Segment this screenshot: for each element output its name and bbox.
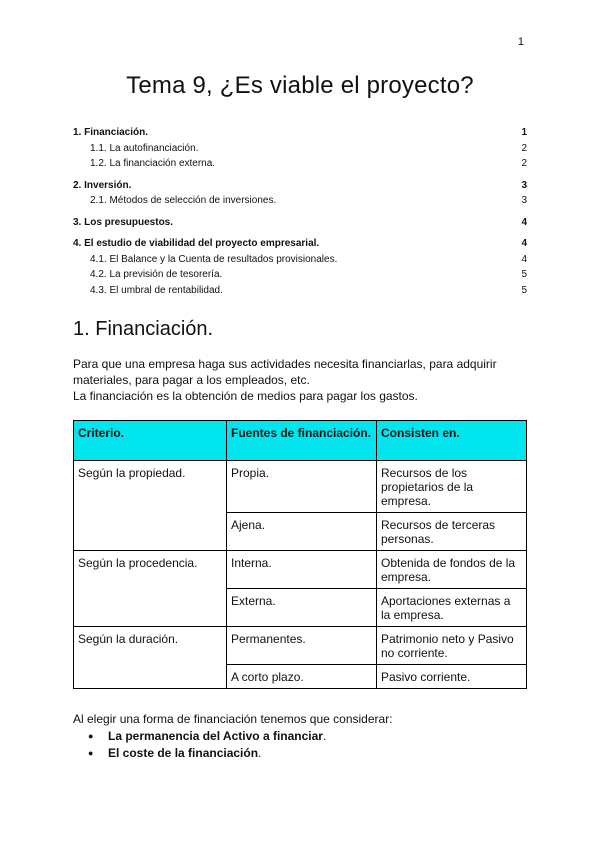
table-row [74, 461, 527, 513]
bullet-text: La permanencia del Activo a financiar [108, 729, 323, 743]
bullet-period: . [258, 746, 262, 760]
closing-block [73, 711, 533, 762]
toc-entry-page: 4 [521, 253, 527, 265]
consiste-cell: Patrimonio neto y Pasivo no corriente. [377, 627, 527, 665]
toc-entry-label: 1. Financiación. [73, 127, 149, 138]
toc-entry[interactable] [73, 158, 527, 174]
table-row [74, 627, 527, 665]
criterio-cell: Según la duración. [74, 627, 227, 689]
fuente-cell: Externa. [227, 589, 377, 627]
consiste-cell: Obtenida de fondos de la empresa. [377, 551, 527, 589]
toc-entry-page: 4 [521, 216, 527, 228]
toc-entry[interactable] [73, 195, 527, 211]
consideration-list [73, 728, 533, 762]
bullet-period: . [322, 729, 327, 743]
header-fuentes: Fuentes de financiación. [227, 421, 377, 461]
criterio-cell: Según la propiedad. [74, 461, 227, 551]
toc-entry-page: 4 [521, 238, 527, 249]
header-criterio: Criterio. [74, 421, 227, 461]
toc-entry-label: 3. Los presupuestos. [73, 216, 174, 228]
list-item [73, 728, 533, 745]
table-header-row [74, 421, 527, 461]
toc-entry-label: 4.2. La previsión de tesorería. [90, 269, 223, 280]
toc-entry[interactable] [73, 285, 527, 301]
toc-entry[interactable] [73, 254, 527, 270]
toc-entry-label: 1.1. La autofinanciación. [90, 142, 199, 154]
toc-entry-label: 2.1. Métodos de selección de inversiones. [90, 195, 277, 206]
consiste-cell: Aportaciones externas a la empresa. [377, 589, 527, 627]
toc-entry-page: 3 [521, 195, 527, 206]
fuente-cell: A corto plazo. [227, 665, 377, 689]
header-consisten: Consisten en. [377, 421, 527, 461]
consiste-cell: Pasivo corriente. [377, 665, 527, 689]
list-item [73, 745, 533, 762]
toc-entry-label: 4.1. El Balance y la Cuenta de resultados provisionales. [90, 253, 338, 265]
consiste-cell: Recursos de terceras personas. [377, 513, 527, 551]
page-number: 1 [517, 36, 524, 48]
toc-entry-page: 3 [521, 179, 527, 191]
toc-entry[interactable] [73, 238, 527, 254]
toc-entry-page: 5 [521, 284, 527, 296]
consiste-cell: Recursos de los propietarios de la empresa. [377, 461, 527, 513]
fuente-cell: Propia. [227, 461, 377, 513]
closing-text: Al elegir una forma de financiación tenemos que considerar: [73, 712, 393, 726]
toc-entry-label: 1.2. La financiación externa. [90, 158, 216, 169]
section-heading: 1. Financiación. [73, 318, 214, 340]
financing-table [73, 420, 527, 689]
toc-entry-page: 2 [521, 158, 527, 169]
fuente-cell: Ajena. [227, 513, 377, 551]
toc-entry-page: 2 [521, 142, 527, 154]
intro-paragraph-1: Para que una empresa haga sus actividades necesita financiarlas, para adquirir materiales, para pagar a los empleados, etc. [73, 357, 497, 387]
toc-entry[interactable] [73, 180, 527, 196]
toc-entry-page: 5 [521, 269, 527, 280]
bullet-text: El coste de la financiación [108, 746, 259, 760]
toc-entry-label: 4. El estudio de viabilidad del proyecto empresarial. [73, 238, 320, 249]
toc-entry-page: 1 [521, 127, 527, 138]
fuente-cell: Interna. [227, 551, 377, 589]
table-row [74, 551, 527, 589]
intro-paragraph-2: La financiación es la obtención de medios para pagar los gastos. [73, 389, 418, 403]
criterio-cell: Según la procedencia. [74, 551, 227, 627]
table-of-contents [73, 127, 527, 300]
document-title: Tema 9, ¿Es viable el proyecto? [126, 72, 474, 99]
intro-text [73, 356, 533, 404]
toc-entry[interactable] [73, 269, 527, 285]
toc-entry[interactable] [73, 143, 527, 159]
fuente-cell: Permanentes. [227, 627, 377, 665]
toc-entry-label: 4.3. El umbral de rentabilidad. [90, 284, 223, 296]
toc-entry[interactable] [73, 217, 527, 233]
toc-entry-label: 2. Inversión. [73, 179, 132, 191]
toc-entry[interactable] [73, 127, 527, 143]
